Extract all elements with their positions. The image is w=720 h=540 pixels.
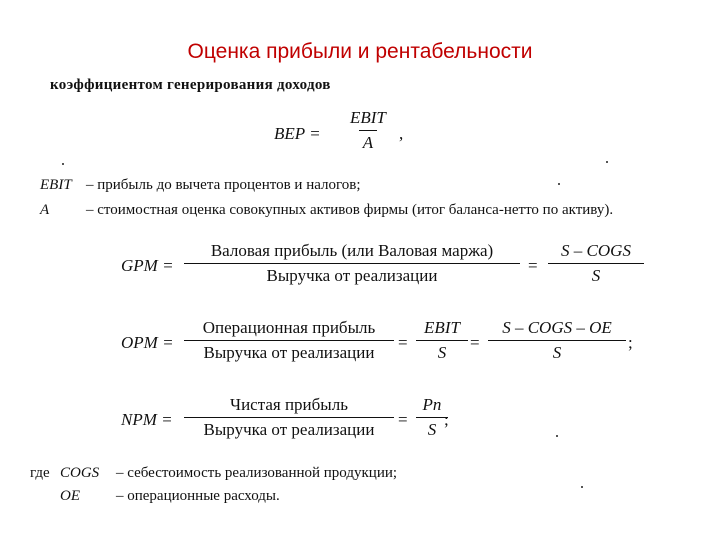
scan-speck [558, 183, 560, 185]
npm-lhs: NPM = [121, 410, 173, 429]
definition-term: EBIT [40, 177, 72, 193]
npm-numerator-2: Pn [422, 395, 442, 414]
opm-numerator-3: S – COGS – OE [502, 318, 612, 337]
definition-term: A [40, 202, 50, 218]
scan-speck [556, 435, 558, 437]
gpm-fraction [184, 241, 520, 286]
gpm-lhs: GPM = [121, 256, 174, 275]
section-subtitle: коэффициентом генерирования доходов [50, 77, 331, 93]
definition-dash: – [86, 177, 94, 193]
opm-fraction-2 [416, 318, 468, 363]
opm-fraction-3 [488, 318, 626, 363]
opm-tail: ; [628, 333, 633, 352]
gpm-denominator-2: S [548, 263, 644, 286]
opm-equals: = [398, 333, 408, 352]
definition-prefix: где [30, 465, 50, 481]
npm-equals: = [398, 410, 408, 429]
definition-row [40, 202, 613, 219]
definition-dash: – [86, 202, 94, 218]
opm-denominator-3: S [488, 340, 626, 363]
opm-denominator: Выручка от реализации [184, 340, 394, 363]
definition-text: прибыль до вычета процентов и налогов; [97, 177, 361, 193]
opm-numerator-2: EBIT [424, 318, 460, 337]
definition-row [30, 465, 397, 482]
definition-text: стоимостная оценка совокупных активов фирмы (итог баланса-нетто по активу). [97, 202, 614, 218]
opm-lhs: OPM = [121, 333, 174, 352]
gpm-fraction-2 [548, 241, 644, 286]
bep-lhs: BEP = [274, 124, 321, 143]
definition-row [30, 488, 280, 505]
npm-denominator-2: S [416, 417, 448, 440]
bep-denominator: A [359, 130, 377, 153]
opm-equals-2: = [470, 333, 480, 352]
gpm-equals: = [528, 256, 538, 275]
gpm-denominator: Выручка от реализации [184, 263, 520, 286]
npm-denominator: Выручка от реализации [184, 417, 394, 440]
scan-speck [581, 486, 583, 488]
definition-term: COGS [60, 465, 100, 481]
definition-row [40, 177, 361, 194]
opm-numerator: Операционная прибыль [202, 318, 376, 337]
opm-denominator-2: S [416, 340, 468, 363]
scan-speck [606, 161, 608, 163]
scan-speck [62, 163, 64, 165]
definition-dash: – [116, 488, 124, 504]
gpm-numerator-2: S – COGS [561, 241, 631, 260]
definition-dash: – [116, 465, 124, 481]
npm-fraction [184, 395, 394, 440]
npm-numerator: Чистая прибыль [230, 395, 348, 414]
bep-numerator: EBIT [350, 108, 386, 127]
bep-tail: , [399, 124, 404, 143]
definition-term: OE [60, 488, 80, 504]
gpm-numerator: Валовая прибыль (или Валовая маржа) [210, 241, 494, 260]
page-title: Оценка прибыли и рентабельности [187, 40, 533, 63]
npm-tail: ; [444, 410, 449, 429]
opm-fraction [184, 318, 394, 363]
definition-text: себестоимость реализованной продукции; [127, 465, 398, 481]
definition-text: операционные расходы. [127, 488, 280, 504]
bep-fraction [346, 108, 390, 153]
